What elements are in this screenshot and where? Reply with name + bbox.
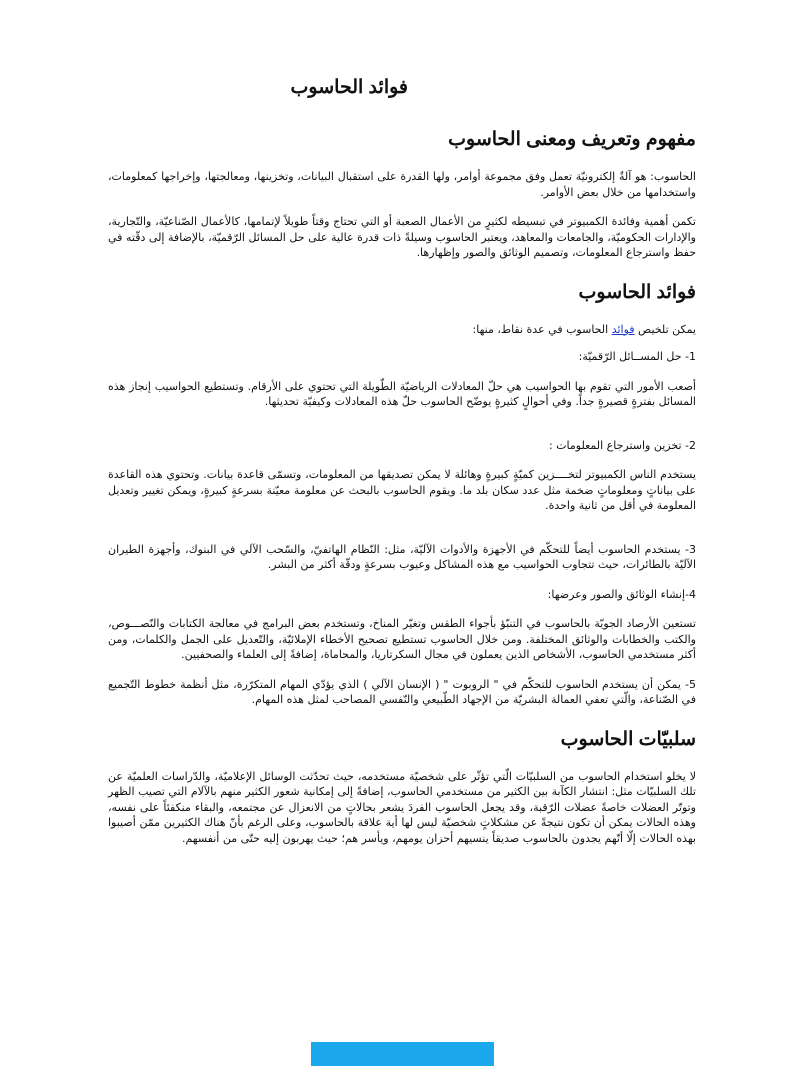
point-2-title: 2- تخزين واسترجاع المعلومات : (548, 438, 696, 452)
point-5: 5- يمكن أن يستخدم الحاسوب للتحكّم في " الروبوت " ( الإنسان الآلي ) الذي يؤدّي المهام المتكرّرة، مثل أنظمة خطوط التّجميع في الصّناعة، والّتي تعفي العمالة البشريّة من الإجهاد الطّبيعي والنّفسي المصاحب لمثل هذه المهام. (108, 677, 696, 706)
benefits-intro-end: الحاسوب في عدة نقاط، منها: (472, 322, 612, 336)
point-3: 3- يستخدم الحاسوب أيضاً للتحكّم في الأجهزة والأدوات الآليّة، مثل: النّظام الهاتفيّ، والسّحب الآلي في البنوك، وأجهزة الطيران الآليّة بالطائرات، حيث تتجاوب الحواسيب مع هذه المشاكل وعيوب بسرعةٍ ودقّة أكثر من البشر. (108, 542, 696, 571)
point-4-title: 4-إنشاء الوثائق والصور وعرضها: (547, 587, 696, 601)
point-4-body: تستعين الأرصاد الجويّة بالحاسوب في التنبّؤ بأجواء الطقس وتغيّر المناخ، وتستخدم بعض البرامج في معالجة الكتابات والنّصـــوص، والكتب والخطابات والوثائق المختلفة. ومن خلال الحاسوب تستطيع تصحيح الأخطاء الإملائيّة، والتّعديل على الجمل والكلمات، ومن أكثر مستخدمي الحاسوب، الأشخاص الذين يعملون في مجال السكرتاريا، والمحاماة، إضافةً إلى العلماء والصحفيين. (108, 617, 696, 661)
section-negatives (108, 728, 696, 847)
benefits-link[interactable]: فوائد (611, 322, 635, 336)
section-heading-negatives: سلبيّات الحاسوب (560, 728, 696, 750)
definition-paragraph-1: الحاسوب: هو آلةٌ إلكترونيّة تعمل وفق مجموعة أوامر، ولها القدرة على استقبال البيانات، وتخزينها، ومعالجتها، وإخراجها كمعلومات، واستخدامها من خلال بعض الأوامر. (108, 170, 696, 199)
document-body (108, 128, 696, 860)
benefits-intro-start: يمكن تلخيص (634, 322, 696, 336)
definition-paragraph-2: تكمن أهمية وفائدة الكمبيوتر في تبسيطه لكثيرٍ من الأعمال الصعبة أو التي تحتاج وقتاً طويلاً لإتمامها، كالأعمال الصّناعيّة، والتّجارية، والإدارات الحكوميّة، والجامعات والمعاهد، ويعتبر الحاسوب وسيلةً ذات قدرة عالية على حل المسائل الرّقميّة، بالإضافة إلى دقّته في حفظ واسترجاع المعلومات، وتصميم الوثائق والصور وإظهارها. (108, 215, 696, 259)
point-1-title: 1- حل المســائل الرّقميّة: (578, 350, 696, 363)
section-benefits (108, 281, 696, 708)
benefits-intro (108, 322, 696, 338)
document-title: فوائد الحاسوب (290, 77, 408, 98)
negatives-paragraph: لا يخلو استخدام الحاسوب من السلبيّات الّتي تؤثّر على شخصيّة مستخدمه، حيث تحدّثت الوسائل الإعلاميّة، والدّراسات العلميّة عن تلك السلبيّات مثل: انتشار الكآبة بين الكثير من مستخدمي الحاسوب، إضافةً إلى إمكانية شعور الكثير منهم بالآلام التي تصيب الظهر وتوتّر العضلات خاصةً عضلات الرّقبة، وقد يجعل الحاسوب الفردَ يشعر بحالاتٍ من الانعزال عن مجتمعه، والبقاء منكفئاً على نفسه، وهذه الحالات يمكن أن تكون نتيجةً عن مشكلاتٍ شخصيّة ليس لها أية علاقة بالحاسوب، وعلى الرغم بأنّ هناك الكثيرين ممّن أصيبوا بهذه الحالات إلّا أنّهم يجدون بالحاسوب صديقاً ينسيهم أحزان يومهم، ويأسر هم؛ حيث يهربون إليه حتّى من أنفسهم. (108, 769, 696, 845)
section-heading-benefits: فوائد الحاسوب (578, 281, 696, 303)
point-2-body: يستخدم الناس الكمبيوتر لتخــــزين كميّةٍ كبيرةٍ وهائلة لا يمكن تصديقها من المعلومات، وتسمّى قاعدة بيانات. وتحتوي هذه القاعدة على بياناتٍ ومعلوماتٍ ضخمة مثل عدد سكان بلد ما. ويقوم الحاسوب بالبحث عن معلومة معيّنة بسرعةٍ كبيرةٍ، ويمكن تغيير وتعديل المعلومة في أقل من ثانية واحدة. (108, 468, 696, 512)
section-definition (108, 128, 696, 261)
bottom-action-bar[interactable] (311, 1042, 494, 1066)
point-1-body: أصعب الأمور التي تقوم بها الحواسيب هي حلّ المعادلات الرياضيّة الطّويلة التي تحتوي على الأرقام. وتستطيع الحواسيب إنجاز هذه المسائل بفترةٍ قصيرةٍ جداً. وفي أحوالٍ كثيرةٍ يوضّح الحاسوب حلّ هذه المعادلات وكيفيّة تحديثها. (108, 379, 696, 408)
section-heading-definition: مفهوم وتعريف ومعنى الحاسوب (448, 129, 696, 150)
